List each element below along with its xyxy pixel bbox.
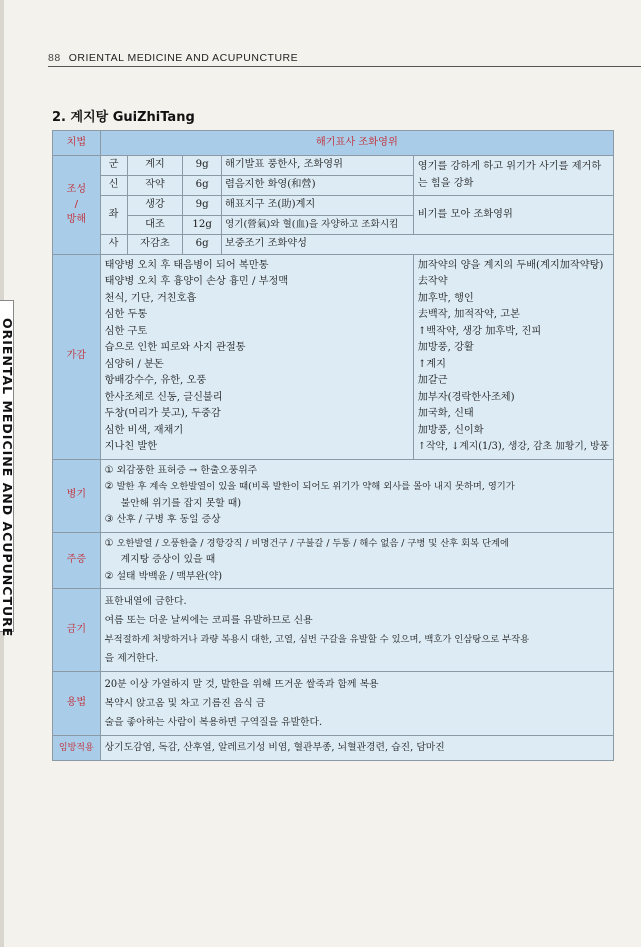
item-mark: ② <box>104 481 114 492</box>
gagam-symptom: 심양허 / 분돈 <box>104 358 164 370</box>
row-jujeung <box>53 532 614 589</box>
item-text: 산후 / 구병 후 동일 증상 <box>116 514 221 525</box>
effect-1: 영기를 강하게 하고 위기가 사기를 제거하는 힘을 강화 <box>413 156 613 196</box>
geumgi-line: 을 제거한다. <box>104 653 159 664</box>
desc-daejo: 영기(營氣)와 혈(血)을 자양하고 조화시킴 <box>221 215 413 235</box>
gagam-change: 加방풍, 신이화 <box>417 424 484 436</box>
gagam-symptom: 지나친 발한 <box>104 441 158 452</box>
gagam-change: 加갈근 <box>417 375 448 386</box>
running-header <box>48 52 298 64</box>
gagam-change: 加후박, 행인 <box>417 292 474 304</box>
role-gun: 군 <box>100 156 127 176</box>
gagam-change: 去작약 <box>417 276 448 287</box>
row-eungyong <box>53 736 614 761</box>
yongbeop-line: 20분 이상 가열하지 말 것, 발한을 위해 뜨거운 쌀죽과 함께 복용 <box>104 679 379 690</box>
item-text: 설태 박백윤 / 맥부완(약) <box>116 570 223 582</box>
role-jwa: 좌 <box>100 196 127 235</box>
geumgi-line: 표한내열에 금한다. <box>104 596 187 607</box>
gagam-change: ↑계지 <box>417 358 446 370</box>
gagam-change: 加방풍, 강활 <box>417 342 474 353</box>
item-mark: ① <box>104 464 114 476</box>
herb-gyeji: 계지 <box>127 156 183 176</box>
label-yongbeop: 용법 <box>53 672 101 736</box>
gagam-change: 加국화, 신태 <box>417 408 474 419</box>
row-byeonggi <box>53 459 614 532</box>
dose-daejo: 12g <box>183 215 222 235</box>
label-byeonggi: 병기 <box>53 459 101 532</box>
label-composition-text: 조성 / 방해 <box>66 184 86 226</box>
gagam-symptom: 심한 구토 <box>104 325 148 337</box>
desc-gyeji: 해기발표 풍한사, 조화영위 <box>221 156 413 176</box>
item-text: 발한 후 계속 오한발열이 있을 때(비록 발한이 되어도 위기가 약해 외사를 몰아 내지 못하며, 영기가 <box>116 481 515 492</box>
item-text: 외감풍한 표허증 → 한출오풍위주 <box>116 464 258 476</box>
dose-saenggang: 9g <box>183 196 222 216</box>
byeonggi-item <box>105 463 609 480</box>
chibeop-value: 해기표사 조화영위 <box>100 131 613 156</box>
row-yongbeop <box>53 672 614 736</box>
side-tab-label: ORIENTAL MEDICINE AND ACUPUNCTURE <box>0 318 15 638</box>
herb-saenggang: 생강 <box>127 196 183 216</box>
byeonggi-item <box>105 512 609 529</box>
row-composition-5 <box>53 235 614 255</box>
running-title: ORIENTAL MEDICINE AND ACUPUNCTURE <box>68 52 299 64</box>
jujeung-item <box>105 569 609 586</box>
row-composition-1 <box>53 156 614 176</box>
label-jujeung: 주증 <box>53 532 101 589</box>
geumgi-line: 여름 또는 더운 날씨에는 코피를 유발하므로 신용 <box>104 615 313 626</box>
label-composition <box>53 156 101 255</box>
herb-jakyak: 작약 <box>127 176 183 196</box>
gagam-change: ↑백작약, 생강 加후박, 진피 <box>417 325 542 337</box>
yongbeop-line: 복약시 앉고옴 및 차고 기름진 음식 금 <box>104 698 266 709</box>
label-geumgi: 금기 <box>53 589 101 672</box>
herb-jagamcho: 자감초 <box>127 235 183 255</box>
formula-table <box>52 130 614 761</box>
row-composition-3 <box>53 196 614 216</box>
gagam-symptom: 심한 두통 <box>104 309 148 320</box>
page-number: 88 <box>48 52 61 64</box>
gagam-symptom: 습으로 인한 피로와 사지 관절통 <box>104 342 246 353</box>
desc-jakyak: 렴음지한 화영(和營) <box>221 176 413 196</box>
section-title: 2. 계지탕 GuiZhiTang <box>52 110 195 125</box>
jujeung-item <box>105 536 609 553</box>
jujeung-content <box>100 532 613 589</box>
dose-jagamcho: 6g <box>183 235 222 255</box>
item-mark: ① <box>104 537 114 549</box>
geumgi-content <box>100 589 613 672</box>
row-gagam <box>53 254 614 459</box>
yongbeop-content <box>100 672 613 736</box>
gagam-change: 加부자(경락한사조체) <box>417 391 515 403</box>
role-sin: 신 <box>100 176 127 196</box>
gagam-change: 加작약의 양을 계지의 두배(계지加작약탕) <box>417 259 604 271</box>
gagam-symptom: 한사조체로 신동, 글신불리 <box>104 391 223 403</box>
yongbeop-line: 술을 좋아하는 사람이 복용하면 구역질을 유발한다. <box>104 717 323 728</box>
desc-saenggang: 해표지구 조(助)계지 <box>221 196 413 216</box>
effect-2: 비기를 모아 조화영위 <box>413 196 613 235</box>
gagam-symptom: 천식, 기단, 거친호흡 <box>104 292 197 304</box>
item-mark: ② <box>104 570 114 582</box>
gagam-changes <box>413 254 613 459</box>
gagam-symptom: 태양병 오치 후 태음병이 되어 복만통 <box>104 259 269 271</box>
label-gagam: 가감 <box>53 254 101 459</box>
eungyong-content: 상기도감염, 독감, 산후열, 알레르기성 비염, 혈관부종, 뇌혈관경련, 습진, 담마진 <box>100 736 613 761</box>
byeonggi-item <box>105 479 609 496</box>
gagam-symptom: 두창(머리가 붓고), 두중감 <box>104 408 221 419</box>
jujeung-item-cont: 계지탕 증상이 있을 때 <box>120 554 216 565</box>
label-eungyong: 임방적용 <box>53 736 101 761</box>
header-rule <box>48 66 641 67</box>
byeonggi-content <box>100 459 613 532</box>
row-chibeop <box>53 131 614 156</box>
herb-daejo: 대조 <box>127 215 183 235</box>
desc-jagamcho: 보중조기 조화약성 <box>221 235 613 255</box>
role-sa: 사 <box>100 235 127 255</box>
label-chibeop: 치법 <box>53 131 101 156</box>
gagam-change: ↑작약, ↓계지(1/3), 생강, 감초 加황기, 방풍 <box>417 441 609 452</box>
gagam-symptom: 심한 비색, 재채기 <box>104 424 184 436</box>
dose-jakyak: 6g <box>183 176 222 196</box>
item-text: 오한발열 / 오풍한출 / 경항강직 / 비명건구 / 구불갈 / 두통 / 해수 없음 / 구병 및 산후 회복 단계에 <box>116 537 509 549</box>
row-geumgi <box>53 589 614 672</box>
dose-gyeji: 9g <box>183 156 222 176</box>
geumgi-line: 부적절하게 처방하거나 과량 복용시 대한, 고열, 심번 구갈을 유발할 수 있으며, 백호가 인삼탕으로 부작용 <box>104 634 530 645</box>
gagam-symptom: 태양병 오치 후 흉양이 손상 흉민 / 부정맥 <box>104 276 289 287</box>
gagam-symptom: 항배강수수, 유한, 오풍 <box>104 375 207 386</box>
item-mark: ③ <box>104 514 114 525</box>
byeonggi-item-cont: 불안해 위기를 잡지 못할 때) <box>120 497 242 509</box>
gagam-change: 去백작, 加적작약, 고본 <box>417 309 520 320</box>
gagam-symptoms <box>100 254 413 459</box>
